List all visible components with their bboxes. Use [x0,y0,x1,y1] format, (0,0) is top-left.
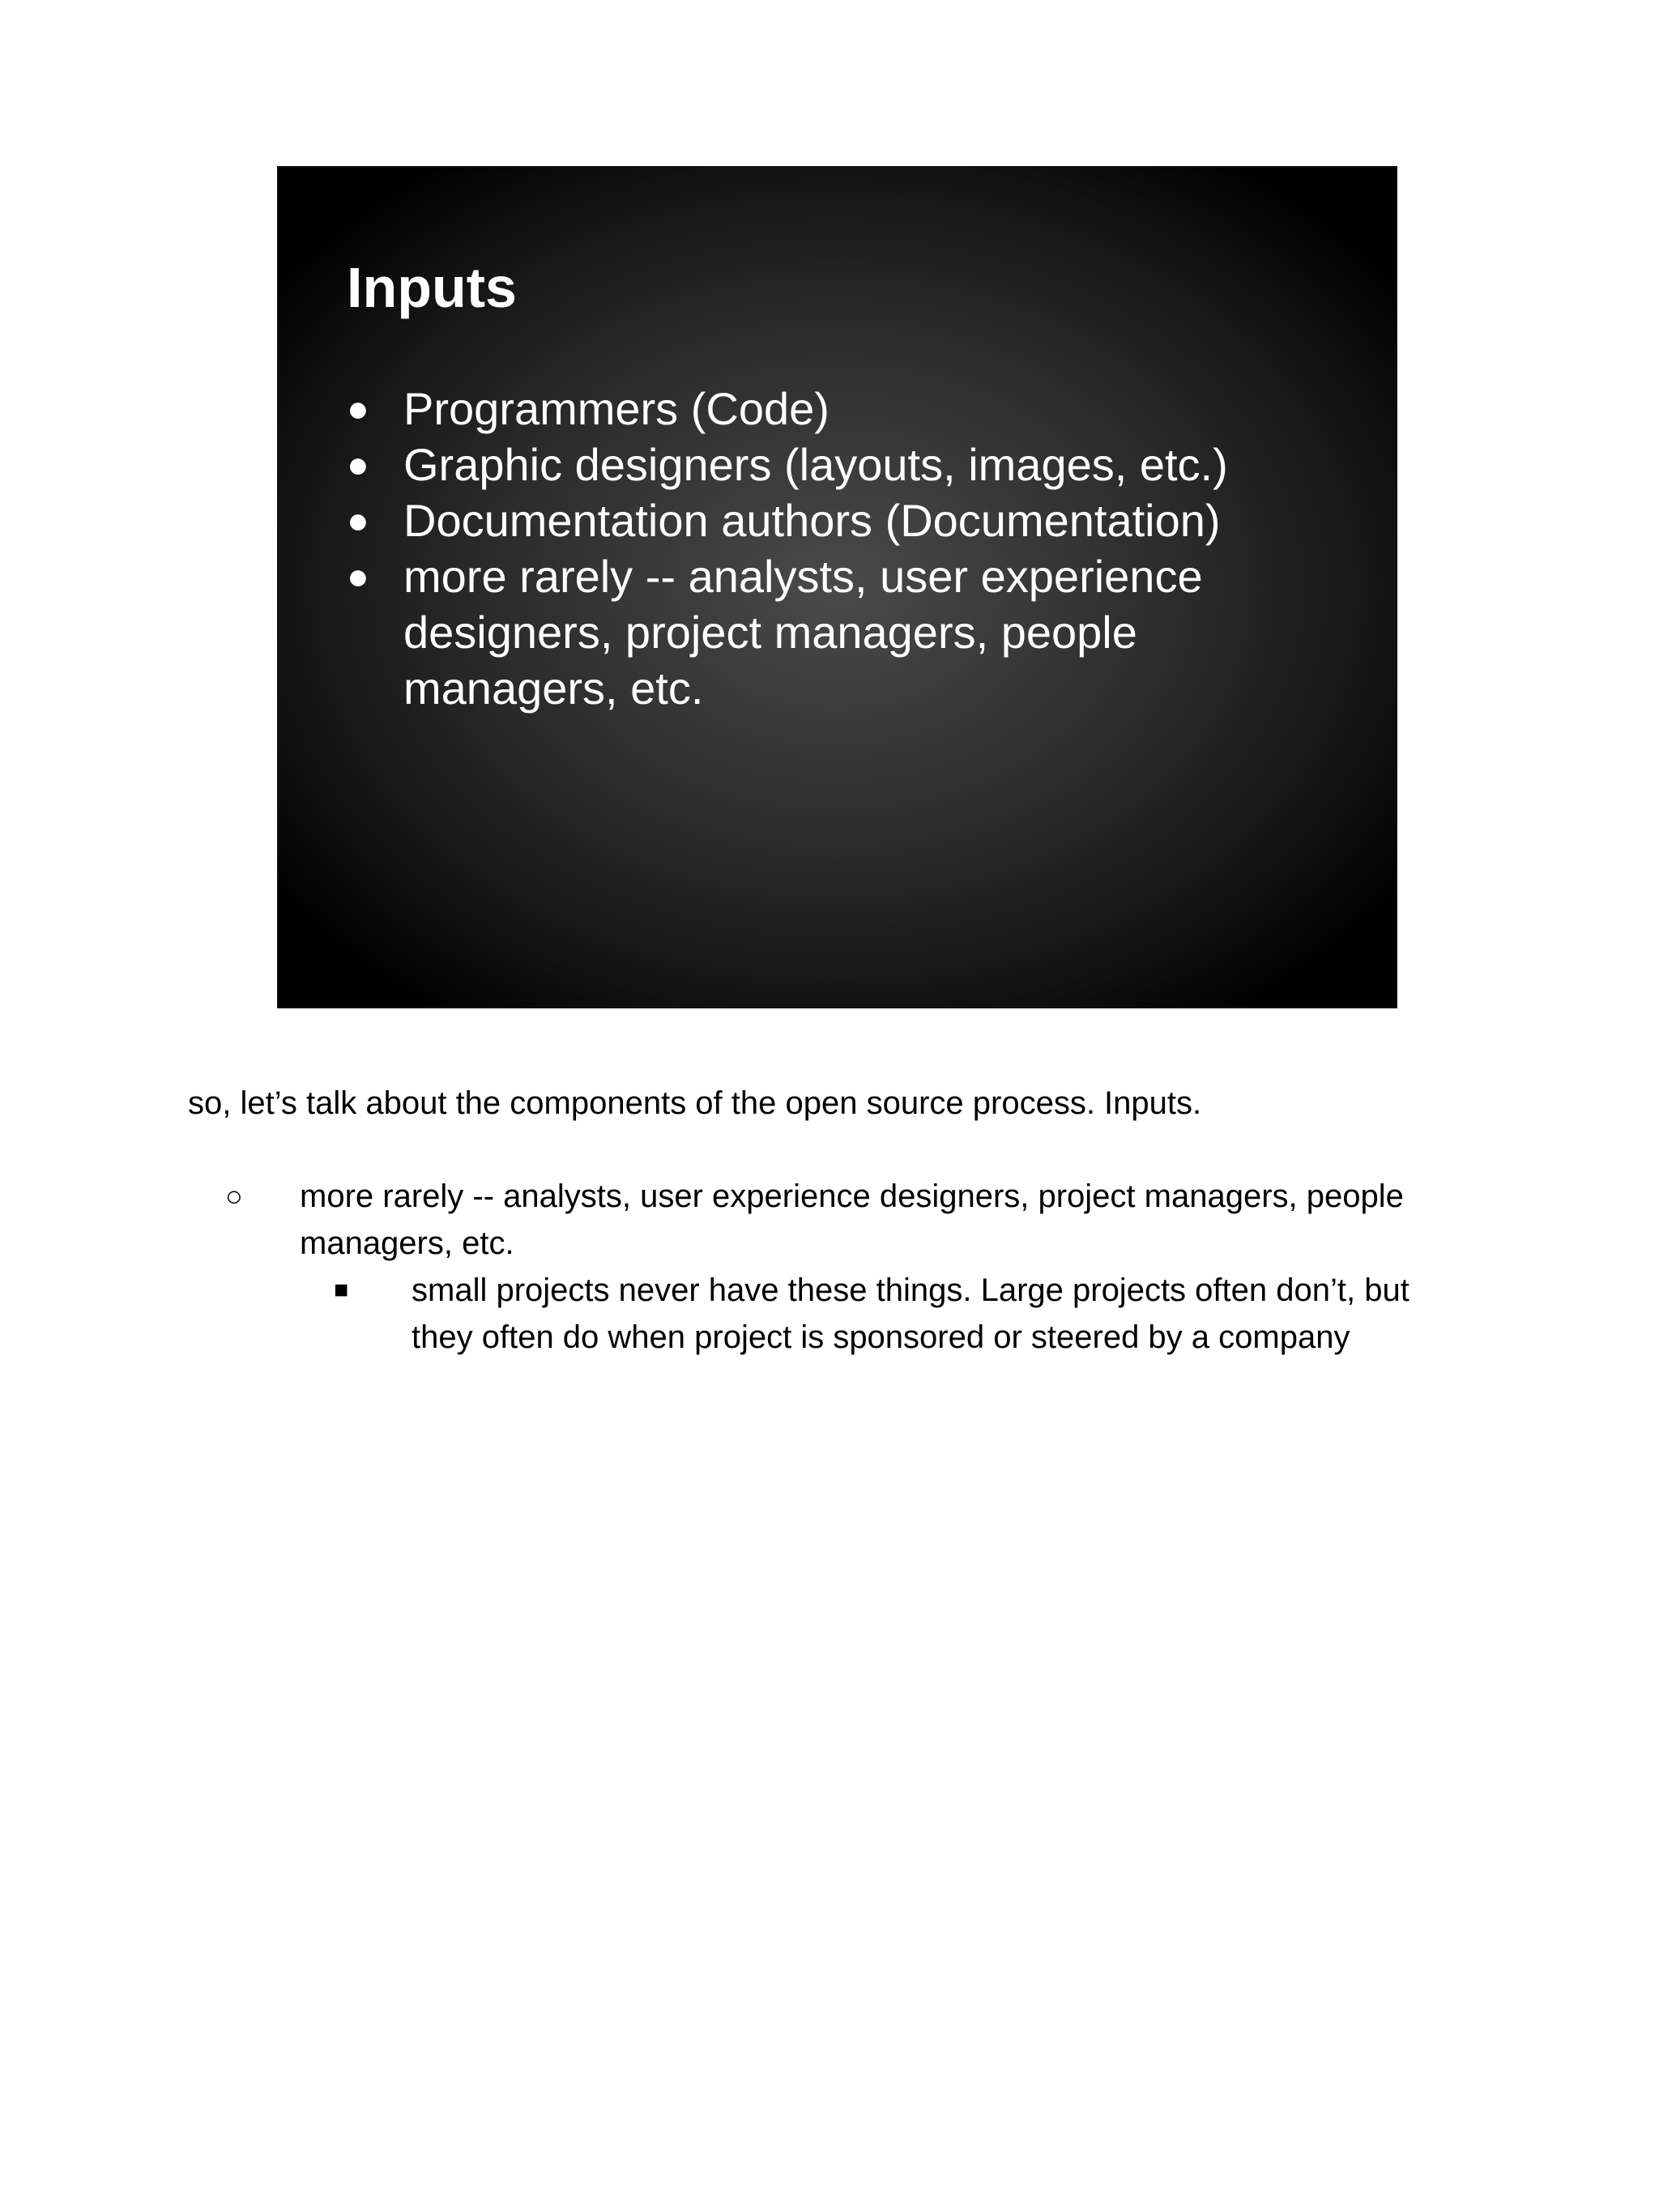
slide-thumbnail [277,166,1397,1008]
slide-bullet-text: Programmers (Code) [403,383,830,434]
notes-sublist-item [296,1267,1492,1361]
slide-bullet-text: more rarely -- analysts, user experience designers, project managers, people managers, etc. [403,551,1203,714]
speaker-notes-list [188,1173,1492,1361]
bullet-dot-icon: ● [347,387,369,429]
speaker-notes-intro: so, let’s talk about the components of the open source process. Inputs. [188,1085,1202,1121]
bullet-dot-icon: ● [347,499,369,541]
slide-bullet-item [347,381,1319,437]
slide-bullet-item [347,548,1319,716]
notes-list-item-text: more rarely -- analysts, user experience designers, project managers, people managers, etc. [300,1178,1404,1261]
bullet-dot-icon: ● [347,555,369,597]
bullet-dot-icon: ● [347,443,369,485]
hollow-circle-bullet-icon: ○ [225,1179,243,1213]
slide-bullet-item [347,492,1319,548]
slide-bullet-text: Graphic designers (layouts, images, etc.) [403,439,1228,490]
slide-bullet-item [347,437,1319,492]
slide-bullet-list [347,381,1319,716]
notes-list-item [188,1173,1492,1361]
slide-bullet-text: Documentation authors (Documentation) [403,495,1221,546]
notes-sublist [300,1267,1492,1361]
slide-title: Inputs [347,256,517,319]
notes-list-item-body [300,1173,1492,1361]
notes-sublist-item-text: small projects never have these things. Large projects often don’t, but they often do when project is sponsored or steered by a company [412,1272,1410,1355]
square-bullet-icon: ■ [334,1276,349,1303]
